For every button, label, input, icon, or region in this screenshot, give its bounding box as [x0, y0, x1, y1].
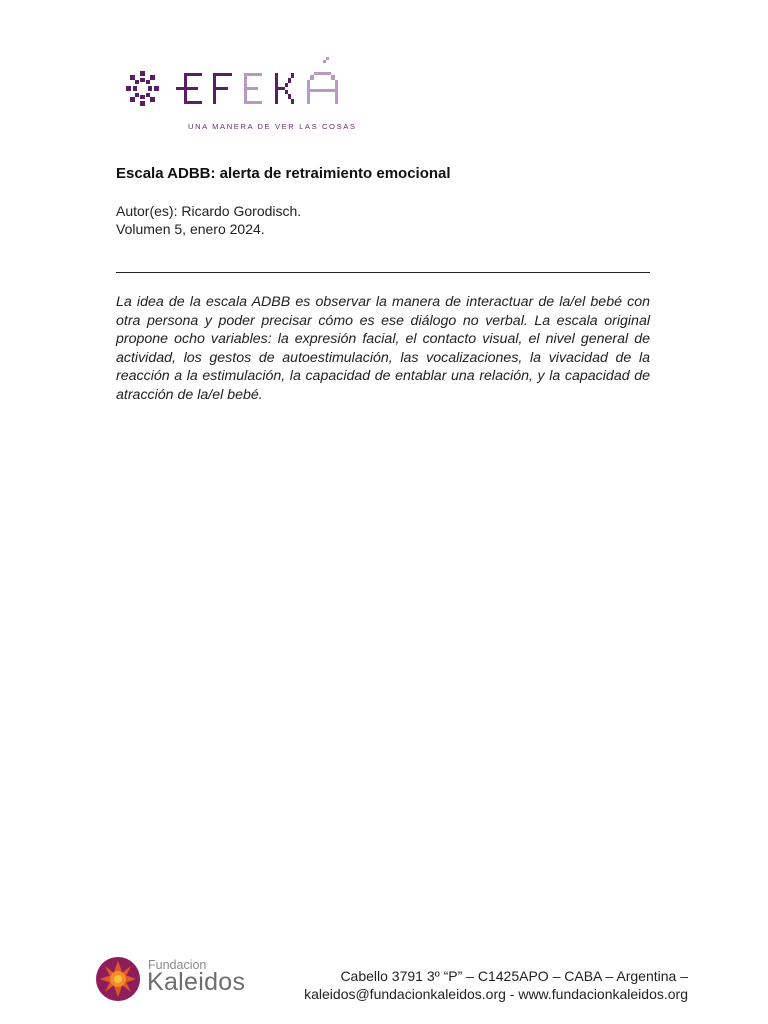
article-author: Autor(es): Ricardo Gorodisch.	[116, 203, 302, 219]
article-volume: Volumen 5, enero 2024.	[116, 221, 265, 237]
flower-star-icon	[126, 71, 159, 106]
foundation-label: Fundacion	[148, 958, 207, 972]
tagline: UNA MANERA DE VER LAS COSAS	[188, 122, 357, 131]
foundation-name: Kaleidos	[147, 968, 246, 996]
footer-address: Cabello 3791 3º “P” – C1425APO – CABA – Argentina –	[340, 968, 688, 984]
article-title: Escala ADBB: alerta de retraimiento emocional	[116, 165, 451, 182]
kaleidoscope-flower-icon	[94, 954, 144, 1004]
divider	[116, 272, 650, 273]
footer-contact[interactable]: kaleidos@fundacionkaleidos.org - www.fundacionkaleidos.org	[304, 986, 688, 1002]
article-abstract: La idea de la escala ADBB es observar la manera de interactuar de la/el bebé con otra persona y poder precisar cómo es ese diálogo no verbal. La escala original propone ocho variables: la expresión facial, el contacto visual, el nivel general de actividad, los gestos de autoestimulación, las vocalizaciones, la vivacidad de la reacción a la estimulación, la capacidad de entablar una relación, y la capacidad de atracción de la/el bebé.	[116, 294, 650, 403]
